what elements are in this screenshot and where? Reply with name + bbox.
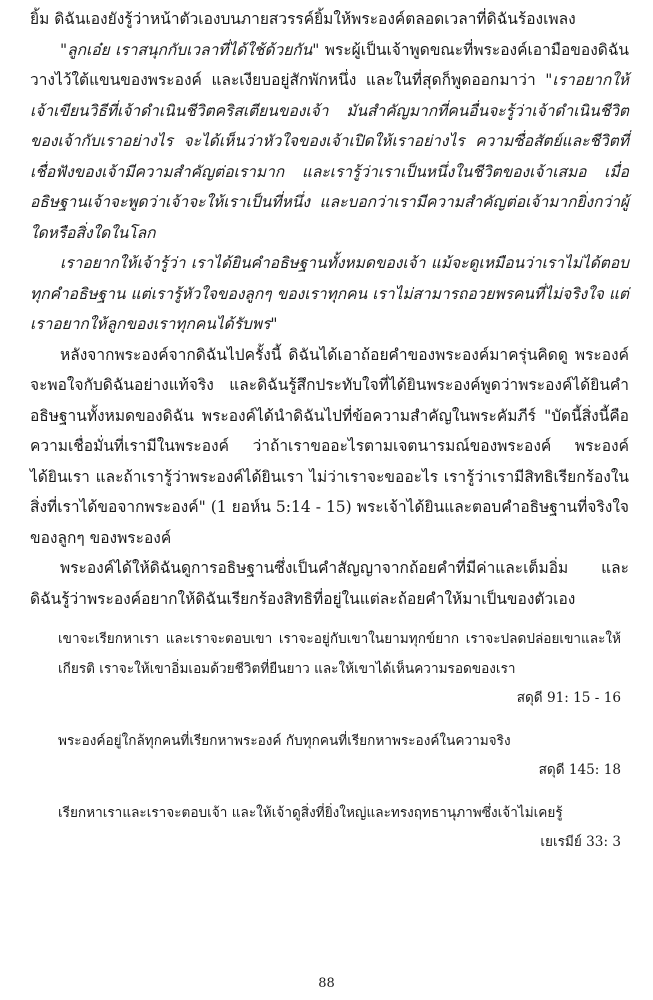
scripture-text: พระองค์อยู่ใกล้ทุกคนที่เรียกหาพระองค์ กับทุกคนที่เรียกหาพระองค์ในความจริง	[58, 733, 511, 749]
narration-text: พระผู้เป็นเจ้าพูดขณะที่พระองค์เอามือของดิฉันวางไว้ใต้แขนของพระองค์ และเงียบอยู่สักพักหนึ่ง และในที่สุดก็พูดออกมาว่า	[30, 40, 629, 89]
spacer	[30, 784, 629, 798]
body-paragraph-5	[30, 553, 629, 614]
paragraph-text: หลังจากพระองค์จากดิฉันไปครั้งนี้ ดิฉันได้เอาถ้อยคำของพระองค์มาครุ่นคิดดู พระองค์จะพอใจกับดิฉันอย่างแท้จริง และดิฉันรู้สึกประทับใจที่ได้ยินพระองค์พูดว่าพระองค์ได้ยินคำอธิษฐานทั้งหมดของดิฉัน พระองค์ได้นำดิฉันไปที่ข้อความสำคัญในพระคัมภีร์ "บัดนี้สิ่งนี้คือความเชื่อมั่นที่เรามีในพระองค์ ว่าถ้าเราขออะไรตามเจตนารมณ์ของพระองค์ พระองค์ได้ยินเรา และถ้าเรารู้ว่าพระองค์ได้ยินเรา ไม่ว่าเราจะขออะไร เรารู้ว่าเรามีสิทธิเรียกร้องในสิ่งที่เราได้ขอจากพระองค์" (1 ยอห์น 5:14 - 15) พระเจ้าได้ยินและตอบคำอธิษฐานที่จริงใจของลูกๆ ของพระองค์	[30, 345, 629, 547]
spacer	[30, 712, 629, 726]
body-paragraph-1	[30, 4, 629, 35]
jesus-speech-opening: "ลูกเอ๋ย เราสนุกกับเวลาที่ได้ใช้ด้วยกัน"	[60, 40, 320, 59]
paragraph-text: พระองค์ได้ให้ดิฉันดูการอธิษฐานซึ่งเป็นคำสัญญาจากถ้อยคำที่มีค่าและเต็มอิ่ม และดิฉันรู้ว่าพระองค์อยากให้ดิฉันเรียกร้องสิทธิที่อยู่ในแต่ละถ้อยคำให้มาเป็นของตัวเอง	[30, 559, 629, 608]
paragraph-text: ยิ้ม ดิฉันเองยังรู้ว่าหน้าตัวเองบนภายสวรรค์ยิ้มให้พระองค์ตลอดเวลาที่ดิฉันร้องเพลง	[30, 10, 576, 28]
scripture-quote-3	[30, 798, 629, 856]
scripture-citation: สดุดี 91: 15 - 16	[516, 690, 621, 706]
jesus-speech-text: "เราอยากให้เจ้าเขียนวิธีที่เจ้าดำเนินชีวิตคริสเตียนของเจ้า มันสำคัญมากที่คนอื่นจะรู้ว่าเจ้าดำเนินชีวิตของเจ้ากับเราอย่างไร จะได้เห็นว่าหัวใจของเจ้าเปิดให้เราอย่างไร ความซื่อสัตย์และชีวิตที่เชื่อฟังของเจ้ามีความสำคัญต่อเรามาก และเรารู้ว่าเราเป็นหนึ่งในชีวิตของเจ้าเสมอ เมื่ออธิษฐานเจ้าจะพูดว่าเจ้าจะให้เราเป็นที่หนึ่ง และบอกว่าเรามีความสำคัญต่อเจ้ามากยิ่งกว่าผู้ใดหรือสิ่งใดในโลก	[30, 71, 629, 242]
scripture-text: เขาจะเรียกหาเรา และเราจะตอบเขา เราจะอยู่กับเขาในยามทุกข์ยาก เราจะปลดปล่อยเขาและให้เกียรติ เราจะให้เขาอิ่มเอมด้วยชีวิตที่ยืนยาว และให้เขาได้เห็นความรอดของเรา	[58, 631, 621, 677]
body-paragraph-4	[30, 340, 629, 554]
jesus-speech-continued: เราอยากให้เจ้ารู้ว่า เราได้ยินคำอธิษฐานทั้งหมดของเจ้า แม้จะดูเหมือนว่าเราไม่ได้ตอบทุกคำอธิษฐาน แต่เรารู้หัวใจของลูกๆ ของเราทุกคน เราไม่สามารถอวยพรคนที่ไม่จริงใจ แต่เราอยากให้ลูกของเราทุกคนได้รับพร"	[30, 254, 629, 333]
scripture-quote-2	[30, 726, 629, 784]
scripture-quote-1	[30, 624, 629, 712]
page-number: 88	[318, 976, 335, 991]
scripture-citation: เยเรมีย์ 33: 3	[540, 834, 621, 850]
scripture-text: เรียกหาเราและเราจะตอบเจ้า และให้เจ้าดูสิ่งที่ยิ่งใหญ่และทรงฤทธานุภาพซึ่งเจ้าไม่เคยรู้	[58, 805, 563, 821]
body-paragraph-2	[30, 35, 629, 249]
scripture-citation: สดุดี 145: 18	[538, 762, 621, 778]
body-paragraph-3	[30, 248, 629, 340]
